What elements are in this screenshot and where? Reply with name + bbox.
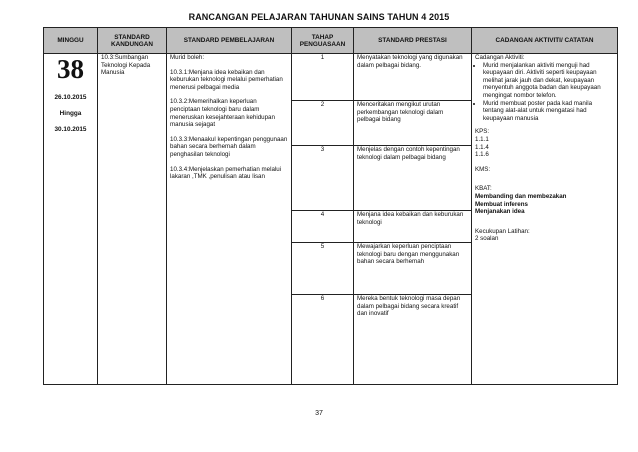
standard-kandungan-cell [98,54,167,385]
tahap-6: 6 [320,295,325,302]
kbat-item: Membanding dan membezakan [475,192,567,200]
kms-label: KMS: [475,165,491,173]
kecukupan-value: 2 soalan [475,235,499,243]
sp-10-3-1: 10.3.1:Menjana idea kebaikan dan keburukan teknologi melalui pemerhatian menerusi pelbagai media [170,68,283,91]
lesson-plan-table [43,27,618,385]
tahap-cell [292,211,354,243]
header-cadangan-aktiviti: CADANGAN AKTIVITI/ CATATAN [472,28,618,54]
header-minggu: MINGGU [44,28,98,54]
tahap-2: 2 [320,101,325,108]
header-standard-kandungan: STANDARD KANDUNGAN [98,28,167,54]
page-number: 37 [315,410,323,417]
cadangan-aktiviti-cell [472,54,618,385]
standard-pembelajaran-cell [167,54,292,385]
cadangan-bullet: • Murid membuat poster pada kad manila tentang alat-alat untuk mengatasi had keupayaan manusia [483,100,614,123]
week-hingga: Hingga [59,110,82,117]
kps-item: 1.1.1 [475,135,489,143]
tahap-cell [292,295,354,385]
prestasi-1: Menyatakan teknologi yang digunakan dalam pelbagai bidang. [357,54,463,69]
minggu-cell [44,54,98,385]
cadangan-list [475,62,614,123]
week-start-date: 26.10.2015 [54,94,87,101]
prestasi-5: Mewajarkan keperluan penciptaan teknologi baru dengan menggunakan bahan secara berhemah [357,243,460,266]
prestasi-2: Menceritakan mengikut urutan perkembangan teknologi dalam pelbagai bidang [357,101,444,124]
cadangan-bullet: • Murid menjalankan aktiviti menguji had keupayaan diri. Aktiviti seperti keupayaan melihat jarak jauh dan dekat, keupayaan menyentuh anggota badan dan keupayaan mengingat nombor telefon. [483,62,614,100]
prestasi-cell [354,101,472,146]
prestasi-4: Menjana idea kebaikan dan keburukan teknologi [357,211,464,226]
prestasi-3: Menjelas dengan contoh kepentingan teknologi dalam pelbagai bidang [357,146,460,161]
tahap-cell [292,101,354,146]
kbat-label: KBAT: [475,185,492,193]
tahap-3: 3 [320,146,325,153]
sp-intro: Murid boleh: [170,54,205,61]
prestasi-6: Mereka bentuk teknologi masa depan dalam pelbagai bidang secara kreatif dan inovatif [357,295,461,318]
kecukupan-label: Kecukupan Latihan: [475,227,530,235]
header-tahap-penguasaan: TAHAP PENGUASAAN [292,28,354,54]
tahap-1: 1 [320,54,325,61]
sp-10-3-4: 10.3.4:Menjelaskan pemerhatian melalui lakaran ,TMK ,penulisan atau lisan [170,165,282,181]
kbat-item: Menjanakan idea [475,208,525,216]
cadangan-block [475,54,614,243]
sp-10-3-2: 10.3.2:Memerihalkan keperluan penciptaan teknologi baru dalam meneruskan kesejahteraan kehidupan manusia sejagat [170,98,275,129]
tahap-cell [292,146,354,211]
header-standard-pembelajaran: STANDARD PEMBELAJARAN [167,28,292,54]
tahap-4: 4 [320,211,325,218]
prestasi-cell [354,146,472,211]
kps-label: KPS: [475,128,490,136]
kps-item: 1.1.4 [475,143,489,151]
kps-item: 1.1.6 [475,151,489,159]
table-row [44,54,618,101]
tahap-5: 5 [320,243,325,250]
prestasi-cell [354,243,472,295]
week-number: 38 [57,54,84,84]
document-title: RANCANGAN PELAJARAN TAHUNAN SAINS TAHUN 4 2015 [188,12,450,22]
sp-10-3-3: 10.3.3:Menaakul kepentingan penggunaan bahan secara berhemah dalam penghasilan teknologi [170,135,288,158]
week-end-date: 30.10.2015 [54,126,87,133]
prestasi-cell [354,54,472,101]
kbat-item: Membuat inferens [475,200,528,208]
table-header-row [44,28,618,54]
cadangan-heading: Cadangan Aktiviti: [475,54,525,61]
standard-kandungan-text: 10.3:Sumbangan Teknologi Kepada Manusia [101,54,151,77]
tahap-cell [292,243,354,295]
tahap-cell [292,54,354,101]
prestasi-cell [354,211,472,243]
header-standard-prestasi: STANDARD PRESTASI [354,28,472,54]
prestasi-cell [354,295,472,385]
